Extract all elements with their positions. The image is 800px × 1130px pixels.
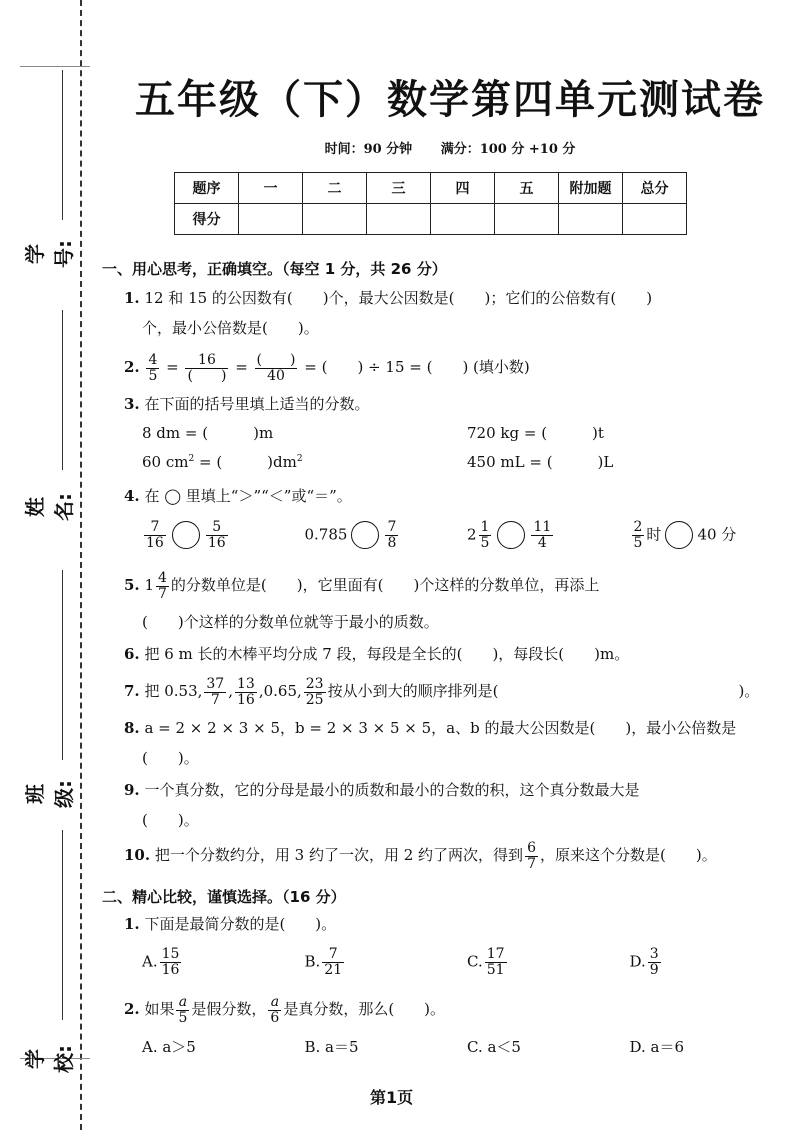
q7-text-a: 把 0.53, [144, 682, 203, 700]
option-d[interactable]: D. $\frac{3}{9}$ [629, 945, 659, 978]
s2-q2-option[interactable]: C. a＜5 [467, 1038, 521, 1056]
score-table [174, 172, 687, 235]
school-line [62, 830, 63, 1020]
option-a[interactable]: A. $\frac{15}{16}$ [142, 945, 180, 978]
q4-d: $\frac{2}{5}$ 时 40 分 [633, 518, 737, 551]
score-cell[interactable] [239, 204, 303, 235]
question-8-cont: ( )。 [142, 749, 199, 767]
compare-circle[interactable] [497, 521, 525, 549]
s2-q2-option[interactable]: B. a＝5 [304, 1038, 359, 1056]
question-5: 5. 1 $\frac{4}{7}$ 的分数单位是( )，它里面有( )个这样的分数单位，再添上 [124, 569, 600, 602]
s2-q2-options [142, 1036, 792, 1057]
q5-text: 的分数单位是( )，它里面有( )个这样的分数单位，再添上 [170, 576, 600, 594]
q7-text-b: ,0.65, [258, 682, 302, 700]
s2-q2-option[interactable]: D. a＝6 [629, 1038, 685, 1056]
score-cell[interactable] [623, 204, 687, 235]
time-info: 时间：90 分钟 [324, 142, 413, 157]
class-label: 班级: [23, 780, 76, 808]
score-header-cell: 三 [367, 173, 431, 204]
q4-b-value: 0.785 [304, 525, 348, 543]
s2-question-2: 2. 如果 $\frac{a}{5}$ 是假分数， $\frac{a}{6}$ 是真分数，那么( )。 [124, 993, 446, 1026]
q3-c-rest: = ( )dm [194, 453, 297, 471]
q3-row-1 [142, 422, 792, 443]
question-5-cont: ( )个这样的分数单位就等于最小的质数。 [142, 613, 439, 631]
score-cell[interactable] [303, 204, 367, 235]
question-6: 6. 把 6 m 长的木棒平均分成 7 段，每段是全长的( )，每段长( )m。 [124, 645, 630, 663]
compare-circle[interactable] [665, 521, 693, 549]
exam-content [102, 258, 792, 1057]
name-label: 姓名: [23, 493, 76, 521]
q1-text: 12 和 15 的公因数有( )个，最大公因数是( )；它们的公倍数有( ) [144, 289, 653, 307]
option-b[interactable]: B. $\frac{7}{21}$ [304, 945, 343, 978]
q2-tail: = ( ) ÷ 15 = ( ) (填小数) [304, 358, 530, 376]
q9-text: 一个真分数，它的分母是最小的质数和最小的合数的积，这个真分数最大是 [144, 781, 640, 799]
score-cell[interactable] [431, 204, 495, 235]
question-1: 1. 12 和 15 的公因数有( )个，最大公因数是( )；它们的公倍数有( ) [124, 289, 653, 307]
compare-circle[interactable] [351, 521, 379, 549]
q4-a: $\frac{7}{16}$ $\frac{5}{16}$ [146, 518, 226, 551]
page-number: 第1页 [370, 1088, 414, 1107]
q4-d-unit: 时 [646, 525, 662, 543]
s2-q2-text-b: 是假分数， [191, 1000, 267, 1018]
score-header-cell: 二 [303, 173, 367, 204]
q4-d-rhs: 40 分 [697, 525, 737, 543]
question-1-cont: 个，最小公倍数是( )。 [142, 319, 319, 337]
student-no-line [62, 70, 63, 220]
question-3: 3. 在下面的括号里填上适当的分数。 [124, 395, 370, 413]
full-score-info: 满分：100 分 +10 分 [440, 142, 576, 157]
fraction: $\frac{4}{5}$ [148, 351, 158, 384]
q4-c: 2 $\frac{1}{5}$ $\frac{11}{4}$ [467, 518, 552, 551]
q4-items [142, 516, 792, 554]
q3-row-2 [142, 451, 792, 472]
s2-q2-text-a: 如果 [144, 1000, 175, 1018]
q3-item-a: 8 dm = ( )m [142, 424, 274, 442]
score-header-cell: 五 [495, 173, 559, 204]
q4-text: 在 ◯ 里填上“＞”“＜”或“＝”。 [144, 487, 352, 505]
q8-text: a = 2 × 2 × 3 × 5，b = 2 × 3 × 5 × 5，a、b 的最大公因数是( )，最小公倍数是 [144, 719, 737, 737]
section-1-title: 一、用心思考，正确填空。（每空 1 分，共 26 分） [102, 260, 447, 278]
score-cell[interactable] [559, 204, 623, 235]
score-header-cell: 题序 [175, 173, 239, 204]
question-2: 2. $\frac{4}{5}$ = $\frac{16}{( )}$ = $\frac{( )}{40}$ = ( ) ÷ 15 = ( ) (填小数) [124, 351, 530, 384]
compare-circle[interactable] [172, 521, 200, 549]
q3-item-c: 60 $cm^2$ = ( )$dm^2$ [142, 453, 303, 471]
fraction: $\frac{( )}{40}$ [256, 351, 296, 384]
binding-margin-line [80, 0, 82, 1130]
question-9-cont: ( )。 [142, 811, 199, 829]
q3-c-unit: 60 cm [142, 453, 189, 471]
q3-item-b: 720 kg = ( )t [467, 424, 604, 442]
score-header-cell: 四 [431, 173, 495, 204]
s2-q2-text-c: 是真分数，那么( )。 [283, 1000, 446, 1018]
margin-rule [20, 66, 90, 67]
score-cell[interactable] [367, 204, 431, 235]
s2-q1-options [142, 942, 792, 982]
q10-text-a: 把一个分数约分，用 3 约了一次，用 2 约了两次，得到 [154, 846, 524, 864]
q3-item-d: 450 mL = ( )L [467, 453, 614, 471]
score-header-cell: 一 [239, 173, 303, 204]
fraction: $\frac{16}{( )}$ [187, 351, 227, 384]
s2-q2-option[interactable]: A. a＞5 [142, 1038, 196, 1056]
q3-text: 在下面的括号里填上适当的分数。 [144, 395, 370, 413]
question-9: 9. 一个真分数，它的分母是最小的质数和最小的合数的积，这个真分数最大是 [124, 781, 640, 799]
name-line [62, 310, 63, 470]
q10-text-b: ，原来这个分数是( )。 [539, 846, 717, 864]
q6-text: 把 6 m 长的木棒平均分成 7 段，每段是全长的( )，每段长( )m。 [144, 645, 630, 663]
q7-text-c: 按从小到大的顺序排列是( )。 [327, 682, 760, 700]
score-row-label: 得分 [175, 204, 239, 235]
section-2-title: 二、精心比较，谨慎选择。（16 分） [102, 888, 346, 906]
class-line [62, 570, 63, 760]
page-title: 五年级（下）数学第四单元测试卷 [135, 77, 765, 123]
student-no-label: 学号: [23, 240, 76, 268]
score-header-cell: 总分 [623, 173, 687, 204]
option-c[interactable]: C. $\frac{17}{51}$ [467, 945, 505, 978]
school-label: 学校: [23, 1045, 76, 1073]
question-10: 10. 把一个分数约分，用 3 约了一次，用 2 约了两次，得到 $\frac{6}{7}$ ，原来这个分数是( )。 [124, 839, 717, 872]
exam-info [100, 138, 800, 157]
q4-b: 0.785 $\frac{7}{8}$ [304, 518, 397, 551]
question-7: 7. 把 0.53, $\frac{37}{7}$ , $\frac{13}{16}$ ,0.65, $\frac{23}{25}$ 按从小到大的顺序排列是( )。 [124, 675, 760, 708]
s2-q1-text: 下面是最简分数的是( )。 [144, 915, 337, 933]
s2-question-1: 1. 下面是最简分数的是( )。 [124, 915, 337, 933]
score-header-cell: 附加题 [559, 173, 623, 204]
question-8: 8. a = 2 × 2 × 3 × 5，b = 2 × 3 × 5 × 5，a、b 的最大公因数是( )，最小公倍数是 [124, 719, 737, 737]
score-cell[interactable] [495, 204, 559, 235]
question-4: 4. 在 ◯ 里填上“＞”“＜”或“＝”。 [124, 487, 352, 505]
